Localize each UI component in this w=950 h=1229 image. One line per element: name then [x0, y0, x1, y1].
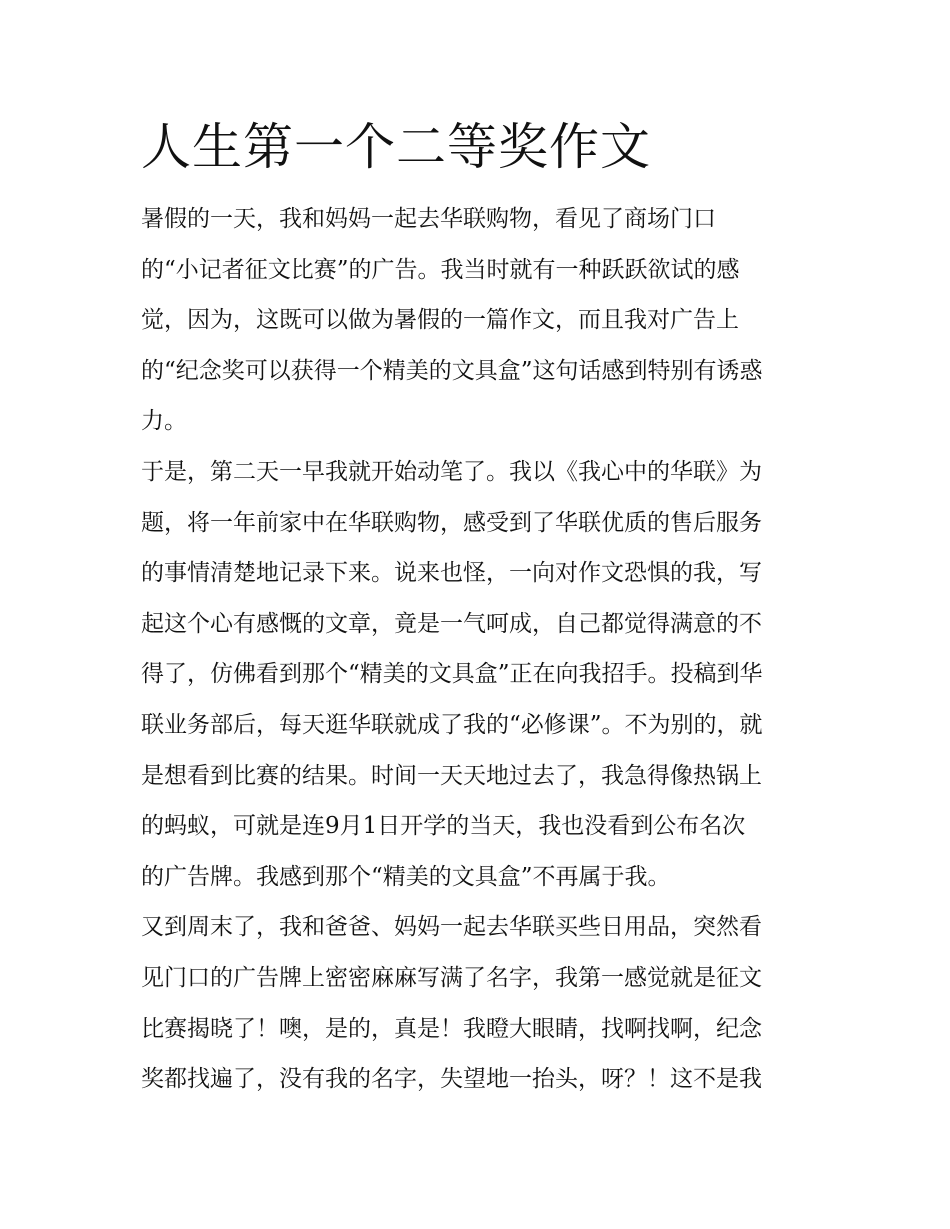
text-line: 的“小记者征文比赛”的广告。我当时就有一种跃跃欲试的感	[141, 256, 740, 283]
paragraph-3	[141, 902, 813, 1104]
text-line: 的事情清楚地记录下来。说来也怪，一向对作文恐惧的我，写	[141, 560, 762, 587]
paragraph-1	[141, 194, 813, 447]
text-line: 起这个心有感慨的文章，竟是一气呵成，自己都觉得满意的不	[141, 610, 762, 637]
text-line: 觉，因为，这既可以做为暑假的一篇作文，而且我对广告上	[141, 307, 739, 334]
text-line: 是想看到比赛的结果。时间一天天地过去了，我急得像热锅上	[141, 762, 762, 789]
text-line: 的蚂蚁，可就是连9月1日开学的当天，我也没看到公布名次	[141, 813, 746, 840]
text-line: 得了，仿佛看到那个“精美的文具盒”正在向我招手。投稿到华	[141, 661, 763, 688]
text-line: 又到周末了，我和爸爸、妈妈一起去华联买些日用品，突然看	[141, 914, 762, 941]
text-line: 暑假的一天，我和妈妈一起去华联购物，看见了商场门口	[141, 206, 716, 232]
text-line: 力。	[141, 408, 187, 435]
text-line: 比赛揭晓了！噢，是的，真是！我瞪大眼睛，找啊找啊，纪念	[141, 1015, 762, 1042]
paragraph-2	[141, 447, 813, 902]
document-title: 人生第一个二等奖作文	[141, 118, 651, 176]
text-line: 题，将一年前家中在华联购物，感受到了华联优质的售后服务	[141, 509, 762, 536]
text-line: 奖都找遍了，没有我的名字，失望地一抬头，呀？！这不是我	[141, 1066, 762, 1093]
text-line: 的“纪念奖可以获得一个精美的文具盒”这句话感到特别有诱惑	[141, 357, 763, 384]
text-line: 于是，第二天一早我就开始动笔了。我以《我心中的华联》为	[141, 458, 762, 485]
text-line: 见门口的广告牌上密密麻麻写满了名字，我第一感觉就是征文	[141, 964, 762, 991]
text-line: 联业务部后，每天逛华联就成了我的“必修课”。不为别的，就	[141, 711, 763, 738]
text-line: 的广告牌。我感到那个“精美的文具盒”不再属于我。	[141, 863, 671, 890]
document-content	[141, 112, 813, 1105]
